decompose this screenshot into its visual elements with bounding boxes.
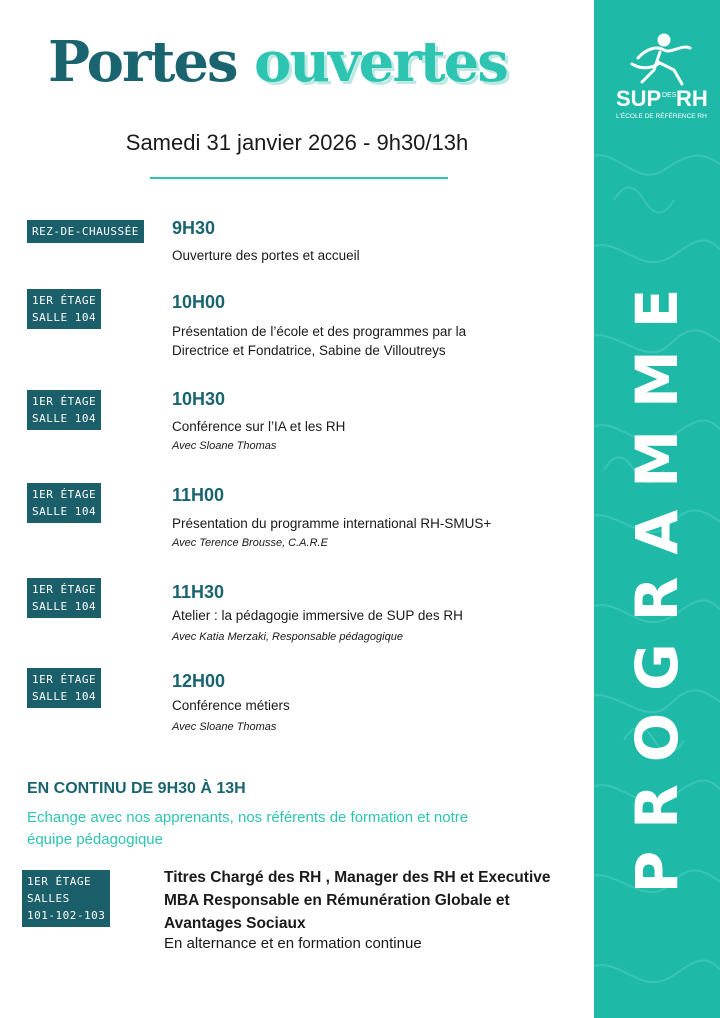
tag-line: SALLE 104 xyxy=(32,690,97,703)
tag-line: 101-102-103 xyxy=(27,909,106,922)
location-tag xyxy=(27,289,101,329)
tag-line: SALLE 104 xyxy=(32,505,97,518)
tag-line: SALLE 104 xyxy=(32,600,97,613)
tag-line: 1ER ÉTAGE xyxy=(32,395,97,408)
tag-line: SALLES xyxy=(27,892,70,905)
continuous-title: EN CONTINU DE 9H30 À 13H xyxy=(27,780,246,797)
slot-description: Présentation de l’école et des programmes par la Directrice et Fondatrice, Sabine de Villoutreys xyxy=(172,324,467,358)
slot-time: 11H30 xyxy=(172,582,225,602)
tag-line: 1ER ÉTAGE xyxy=(32,673,97,686)
slot-time: 11H00 xyxy=(172,485,225,505)
location-tag xyxy=(22,870,110,927)
tag-line: 1ER ÉTAGE xyxy=(32,583,97,596)
location-tag xyxy=(27,483,101,523)
brand-logo xyxy=(602,30,712,130)
slot-speaker: Avec Terence Brousse, C.A.R.E xyxy=(172,537,328,549)
page-title xyxy=(48,29,507,95)
tag-line: REZ-DE-CHAUSSÉE xyxy=(32,225,139,238)
vertical-programme-label: PROGRAMME xyxy=(623,266,691,894)
slot-description: Conférence sur l’IA et les RH xyxy=(172,419,346,434)
location-tag xyxy=(27,220,144,243)
slot-speaker: Avec Sloane Thomas xyxy=(172,721,277,733)
title-part-1: Portes xyxy=(48,29,237,95)
tag-line: 1ER ÉTAGE xyxy=(32,294,97,307)
programs-subtitle: En alternance et en formation continue xyxy=(164,935,422,952)
location-tag xyxy=(27,390,101,430)
slot-speaker: Avec Katia Merzaki, Responsable pédagogique xyxy=(172,631,403,643)
tag-line: SALLE 104 xyxy=(32,311,97,324)
divider xyxy=(150,177,448,179)
slot-description: Conférence métiers xyxy=(172,698,290,713)
tag-line: 1ER ÉTAGE xyxy=(32,488,97,501)
slot-description: Atelier : la pédagogie immersive de SUP des RH xyxy=(172,608,463,623)
slot-time: 9H30 xyxy=(172,218,216,238)
slot-time: 12H00 xyxy=(172,671,226,691)
event-date: Samedi 31 janvier 2026 - 9h30/13h xyxy=(125,130,469,155)
logo-des: DES xyxy=(662,92,677,99)
programs-title: Titres Chargé des RH , Manager des RH et Executive MBA Responsable en Rémunération Globale et Avantages Sociaux xyxy=(164,869,551,932)
continuous-text: Echange avec nos apprenants, nos référents de formation et notre équipe pédagogique xyxy=(27,809,469,848)
location-tag xyxy=(27,578,101,618)
slot-speaker: Avec Sloane Thomas xyxy=(172,440,277,452)
tag-line: 1ER ÉTAGE xyxy=(27,875,92,888)
tag-line: SALLE 104 xyxy=(32,412,97,425)
slot-description: Présentation du programme international RH-SMUS+ xyxy=(172,516,492,531)
figure-icon xyxy=(602,30,712,90)
slot-description: Ouverture des portes et accueil xyxy=(172,248,360,263)
slot-time: 10H30 xyxy=(172,389,226,409)
title-part-2: ouvertes xyxy=(253,29,507,95)
logo-tagline: L'ÉCOLE DE RÉFÉRENCE RH xyxy=(616,113,707,120)
logo-sup: SUP xyxy=(616,86,662,111)
location-tag xyxy=(27,668,101,708)
logo-rh: RH xyxy=(676,86,708,111)
slot-time: 10H00 xyxy=(172,292,226,312)
